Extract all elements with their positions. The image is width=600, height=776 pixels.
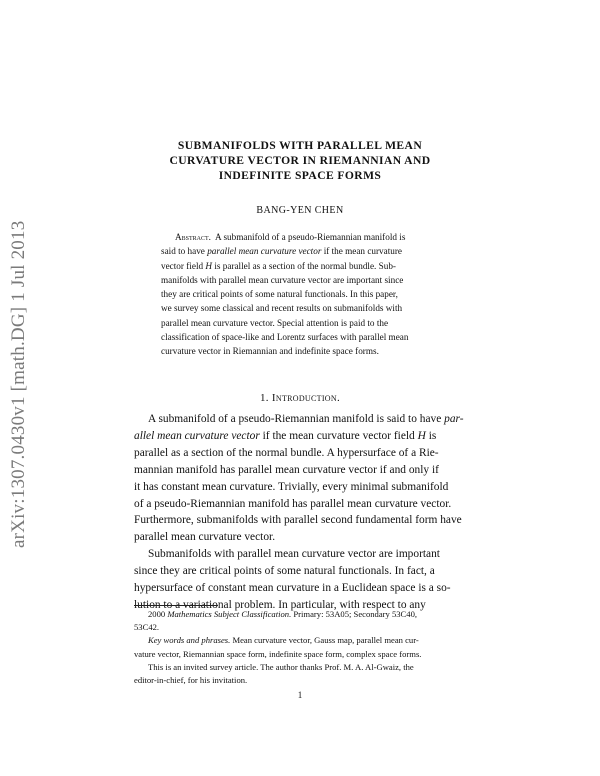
body-text-span: lution to a variational problem. In particular, with respect to any	[134, 598, 426, 611]
abstract-text: if the mean curvature	[323, 246, 403, 257]
body-line	[134, 546, 466, 563]
footnote-text: Mean curvature vector, Gauss map, parallel mean cur-	[232, 635, 419, 646]
abstract-line	[161, 316, 437, 330]
footnotes	[134, 608, 466, 687]
body-line	[134, 462, 466, 479]
body-line	[134, 512, 466, 529]
footnote-text: 2000	[148, 609, 166, 619]
footnote-line	[134, 621, 466, 634]
body-emphasis: allel mean curvature vector	[134, 429, 260, 442]
body-math: H	[417, 429, 426, 442]
body-text-span: parallel as a section of the normal bundle. A hypersurface of a Rie-	[134, 446, 439, 459]
body-line	[134, 529, 466, 546]
abstract	[161, 230, 437, 359]
abstract-text: is parallel as a section of the normal bundle. Sub-	[214, 260, 396, 271]
footnote-text: 53C42.	[134, 622, 160, 633]
body-text-span: is	[428, 429, 437, 442]
abstract-line	[161, 287, 437, 301]
footnote-line	[134, 661, 466, 674]
abstract-text: they are critical points of some natural functionals. In this paper,	[161, 289, 398, 300]
abstract-line	[161, 244, 437, 258]
abstract-text: vector field	[161, 260, 204, 271]
body-text	[134, 411, 466, 614]
body-line	[134, 445, 466, 462]
abstract-emphasis: parallel mean curvature vector	[207, 246, 322, 257]
footnote-emphasis: Key words and phrases.	[148, 635, 231, 646]
footnote-text: vature vector, Riemannian space form, indefinite space form, complex space forms.	[134, 648, 422, 659]
abstract-text: we survey some classical and recent results on submanifolds with	[161, 303, 403, 314]
abstract-text: said to have	[161, 246, 205, 257]
footnote-emphasis: Mathematics Subject Classification.	[167, 609, 292, 619]
body-line	[134, 428, 466, 445]
abstract-line	[161, 330, 437, 344]
abstract-line	[161, 301, 437, 315]
body-text-span: hypersurface of constant mean curvature in a Euclidean space is a so-	[134, 582, 451, 595]
abstract-label: Abstract.	[175, 232, 211, 242]
body-text-span: Furthermore, submanifolds with parallel second fundamental form have	[134, 514, 462, 527]
body-text-span: parallel mean curvature vector.	[134, 531, 276, 544]
body-text-span: since they are critical points of some natural functionals. In fact, a	[134, 565, 435, 578]
body-text-span: A submanifold of a pseudo-Riemannian manifold is said to have	[148, 413, 442, 425]
abstract-math: H	[205, 260, 213, 271]
abstract-line	[161, 344, 437, 358]
section-number: 1.	[259, 392, 269, 404]
abstract-line	[161, 230, 437, 244]
body-emphasis: par-	[444, 413, 464, 425]
footnote-line	[134, 674, 466, 687]
body-text-span: if the mean curvature vector field	[262, 429, 415, 442]
paper-title	[120, 138, 480, 183]
footnote-line	[134, 634, 466, 647]
footnote-divider	[134, 605, 218, 606]
abstract-text: A submanifold of a pseudo-Riemannian manifold is	[215, 232, 406, 242]
body-line	[134, 496, 466, 513]
abstract-text: manifolds with parallel mean curvature vector are important since	[161, 274, 404, 285]
body-text-span: it has constant mean curvature. Trivially, every minimal submanifold	[134, 480, 449, 493]
body-line	[134, 580, 466, 597]
footnote-line	[134, 608, 466, 621]
body-text-span: mannian manifold has parallel mean curvature vector if and only if	[134, 463, 439, 476]
title-line: CURVATURE VECTOR IN RIEMANNIAN AND	[169, 154, 431, 167]
body-text-span: Submanifolds with parallel mean curvature vector are important	[148, 548, 440, 561]
footnote-text: editor-in-chief, for his invitation.	[134, 675, 248, 686]
body-line	[134, 479, 466, 496]
abstract-line	[161, 259, 437, 273]
title-line: INDEFINITE SPACE FORMS	[218, 169, 382, 182]
abstract-text: curvature vector in Riemannian and indefinite space forms.	[161, 346, 379, 357]
body-line	[134, 411, 466, 428]
footnote-text: This is an invited survey article. The author thanks Prof. M. A. Al-Gwaiz, the	[148, 661, 414, 672]
author-name: BANG-YEN CHEN	[256, 205, 344, 216]
footnote-text: Primary: 53A05; Secondary 53C40,	[293, 609, 418, 619]
page-number: 1	[297, 690, 303, 700]
title-line: SUBMANIFOLDS WITH PARALLEL MEAN	[177, 139, 423, 152]
abstract-text: classification of space-like and Lorentz surfaces with parallel mean	[161, 332, 409, 343]
body-text-span: of a pseudo-Riemannian manifold has parallel mean curvature vector.	[134, 497, 452, 510]
abstract-text: parallel mean curvature vector. Special attention is paid to the	[161, 317, 389, 328]
body-line	[134, 563, 466, 580]
abstract-line	[161, 273, 437, 287]
footnote-line	[134, 648, 466, 661]
section-heading	[120, 392, 480, 404]
arxiv-identifier: arXiv:1307.0430v1 [math.DG] 1 Jul 2013	[8, 220, 29, 548]
section-title: Introduction.	[271, 392, 340, 404]
